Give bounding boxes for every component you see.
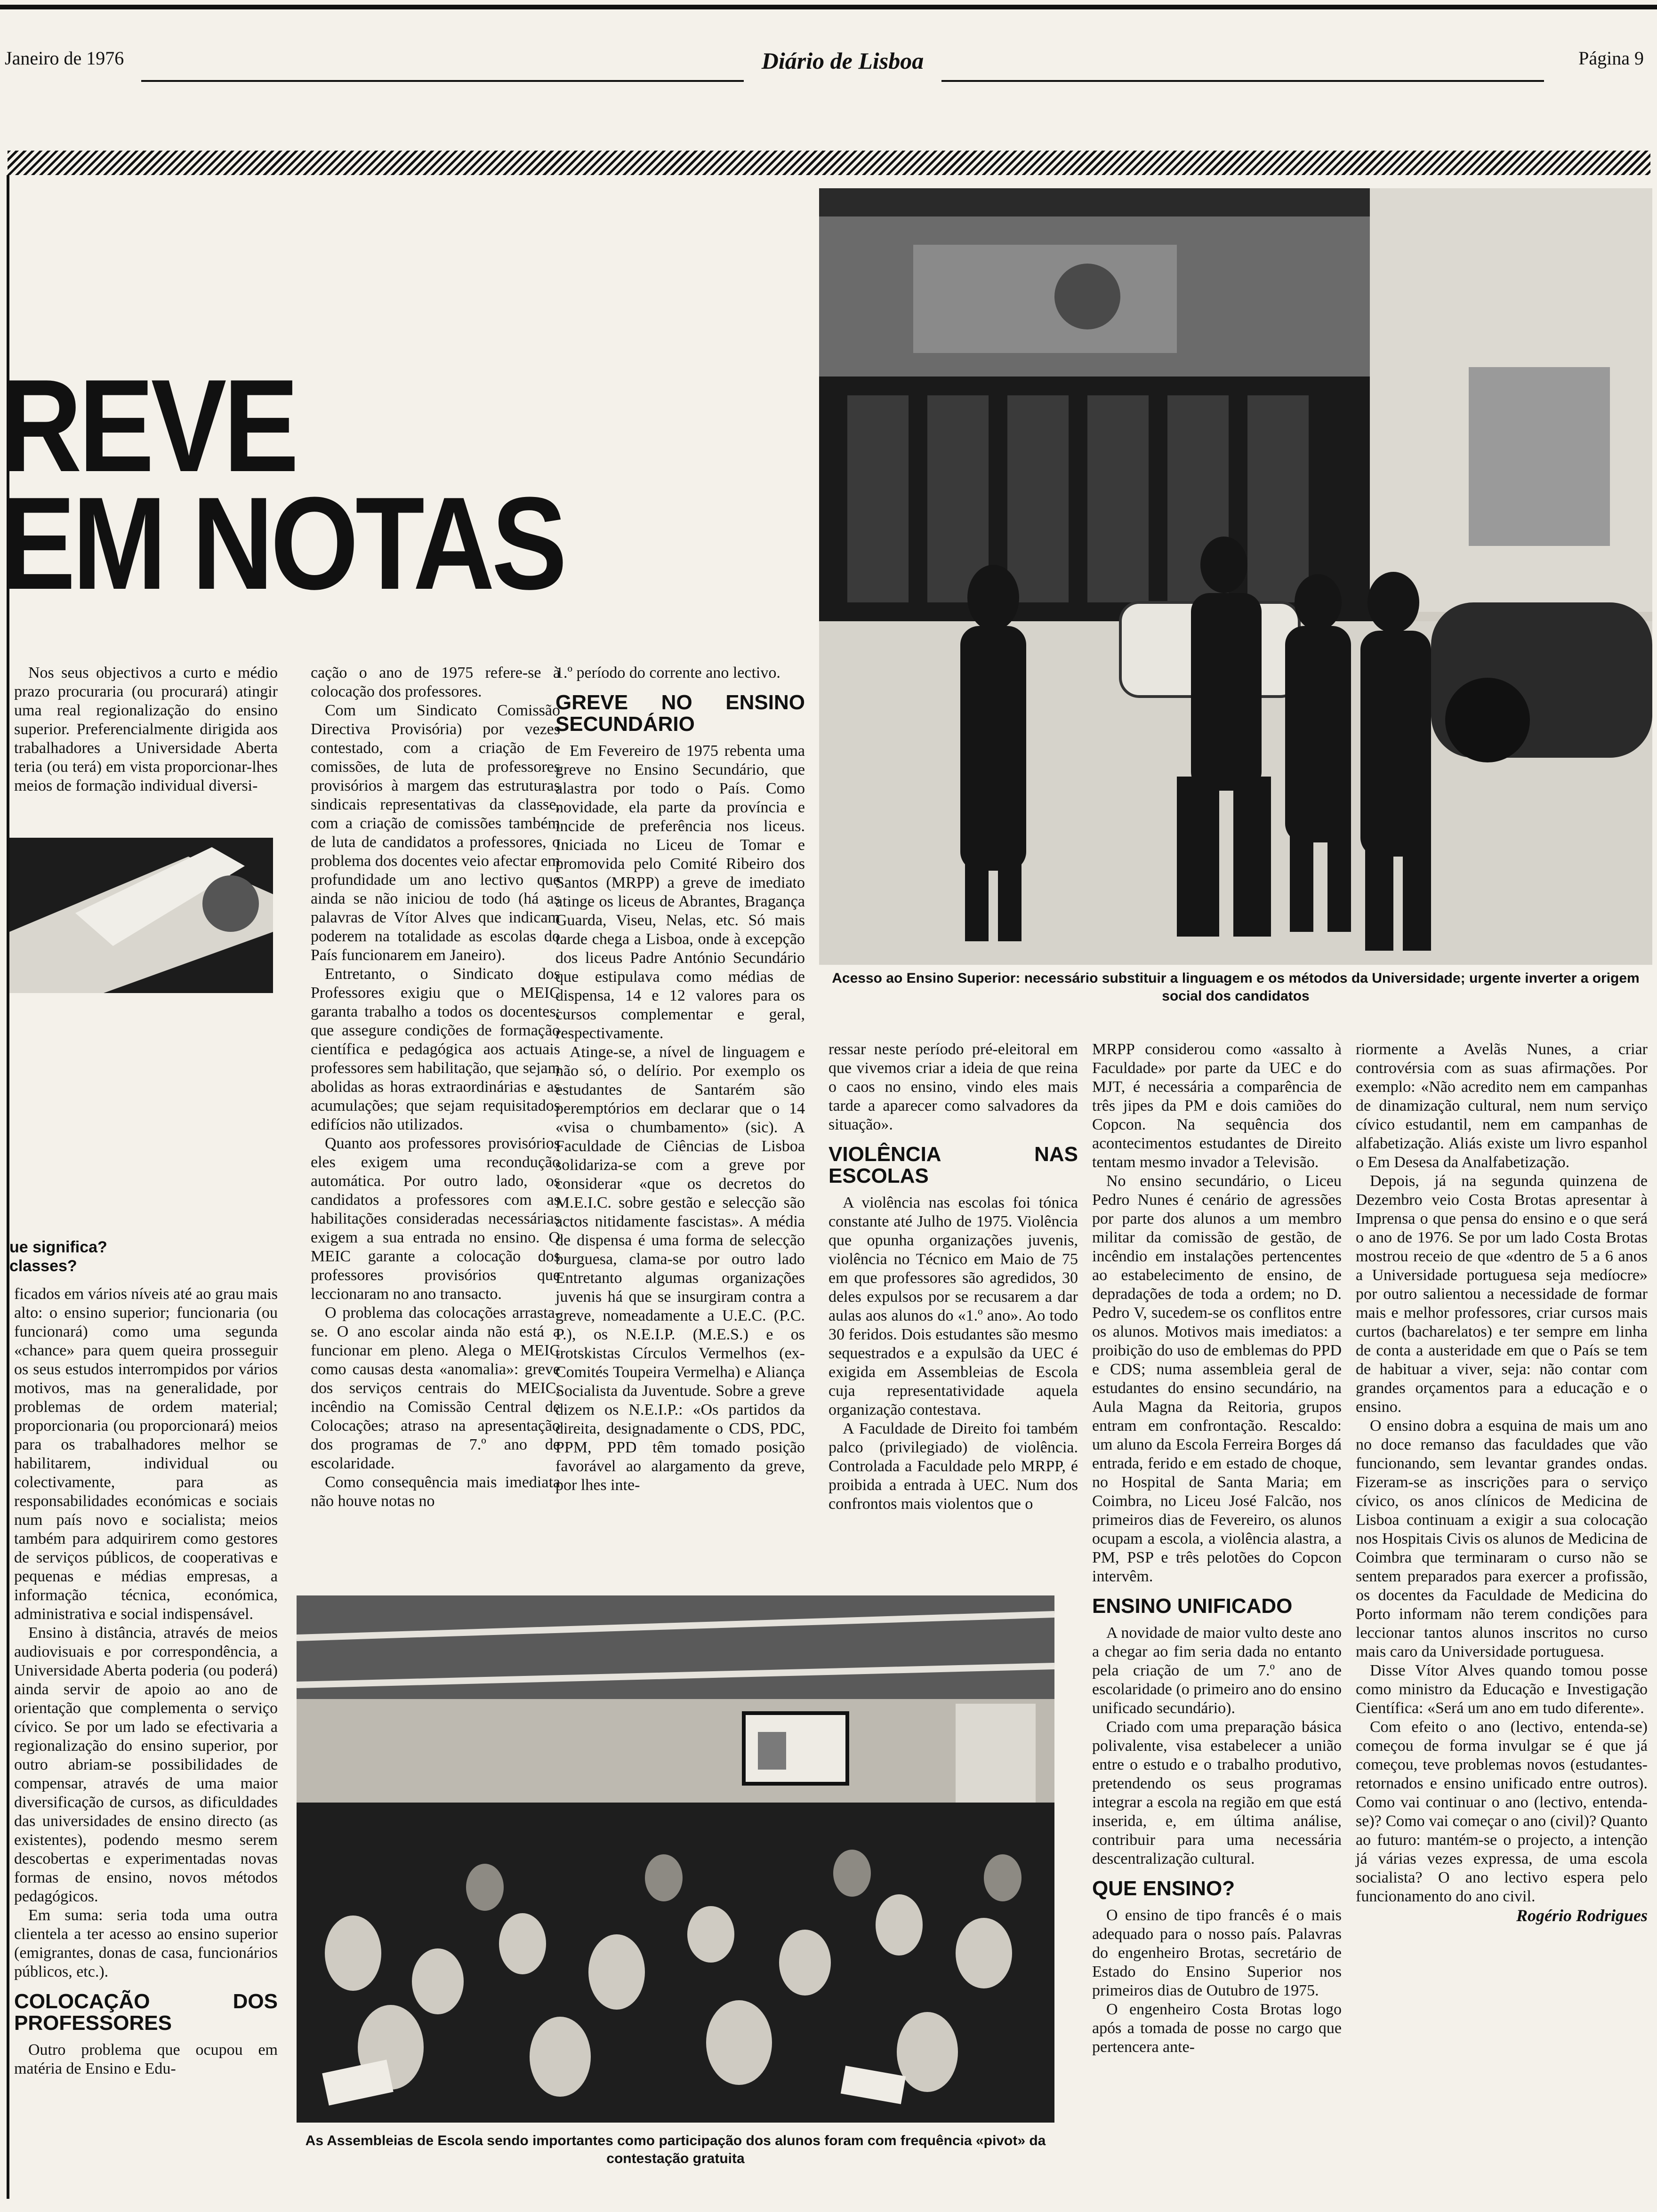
col1b-paragraph-4: Outro problema que ocupou em matéria de Ensino e Edu- xyxy=(14,2041,278,2077)
col6-paragraph-3: O ensino dobra a esquina de mais um ano no doce remanso das faculdades que vão funcionando, sem levantar grandes ondas. Fizeram-se as inscrições para o serviço cívico, os anos clínicos de Medicina de Lisboa continuam a exigir a sua colocação nos Hospitais Civis os alunos de Medicina de Coimbra que terminaram o curso não se sentem preparados para exercer a profissão, os docentes da Faculdade de Medicina do Porto informam não terem condições para leccionar tantos alunos inscritos no curso mais caro da Universidade portuguesa. xyxy=(1356,1417,1648,1660)
col2-paragraph-3: Entretanto, o Sindicato dos Professores exigiu que o MEIC garanta trabalho a todos os docentes; que assegure condições de formação científica e pedagógica aos actuais professores sem habilitação, que sejam abolidas as horas extraordinárias e as acumulações; que sejam requisitados edifícios não utilizados. xyxy=(311,965,560,1133)
subhead-greve-secundario: GREVE NO ENSINO SECUNDÁRIO xyxy=(555,691,805,736)
col6-paragraph-4: Disse Vítor Alves quando tomou posse como ministro da Educação e Investigação Científica: «Será um ano em tudo diferente». xyxy=(1356,1662,1648,1717)
col3-paragraph-1: 1.º período do corrente ano lectivo. xyxy=(555,664,780,681)
left-fragment-line-2: classes? xyxy=(9,1257,77,1275)
col5-paragraph-2: No ensino secundário, o Liceu Pedro Nunes é cenário de agressões por parte dos alunos a um membro militar da comissão de gestão, de incêndio em instalações pertencentes ao estabelecimento de ensino, de depradações de toda a ordem; no D. Pedro V, sucedem-se os conflitos entre os alunos. Motivos mais imediatos: a proibição do uso de emblemas do PPD e CDS; numa assembleia geral de estudantes do ensino secundário, na Aula Magna da Reitoria, grupos entram em confrontação. Rescaldo: um aluno da Escola Ferreira Borges dá entrada, ferido e em estado de choque, no Hospital de Santa Maria; em Coimbra, no Liceu José Falcão, nos primeiros dias de Fevereiro, os alunos ocupam a escola, a violência alastra, a PM, PSP e três pelotões do Copcon intervêm. xyxy=(1092,1172,1342,1585)
col5-paragraph-6: O engenheiro Costa Brotas logo após a tomada de posse no cargo que pertencera ante- xyxy=(1092,2001,1342,2056)
subhead-colocacao: COLOCAÇÃO DOS PROFESSORES xyxy=(14,1990,278,2035)
col3-paragraph-2: Em Fevereiro de 1975 rebenta uma greve no Ensino Secundário, que alastra por todo o País. Como novidade, ela parte da província e incide de preferência nos liceus. Iniciada no Liceu de Tomar e promovida pelo Comité Ribeiro dos Santos (MRPP) a greve de imediato atinge os liceus de Abrantes, Bragança Guarda, Viseu, Nelas, etc. Só mais tarde chega a Lisboa, onde à excepção dos liceus Padre António Secundário que estipulava como médias de dispensa, 14 e 12 valores para os cursos complementar e geral, respectivamente. xyxy=(555,742,805,1042)
column-1-top xyxy=(14,664,278,795)
column-6 xyxy=(1356,1040,1648,1925)
issue-date: Janeiro de 1976 xyxy=(5,48,124,69)
top-border xyxy=(0,5,1657,9)
photo-left-partial-image xyxy=(9,838,273,993)
headline-line-1: REVE xyxy=(0,353,296,499)
page-number: Página 9 xyxy=(1578,48,1644,69)
col4-paragraph-2: A violência nas escolas foi tónica constante até Julho de 1975. Violência que opunha organizações juvenis, violência no Técnico em Maio de 75 em que professores são agredidos, 30 deles expulsos por se recusarem a dar aulas aos alunos do «1.º ano». Ao todo 30 feridos. Dois estudantes são mesmo sequestrados e a expulsão da UEC é exigida em Assembleias de Escola cuja representatividade aquela organização contestava. xyxy=(828,1194,1078,1419)
col2-paragraph-1: cação o ano de 1975 refere-se à colocação dos professores. xyxy=(311,664,560,700)
col1b-paragraph-3: Em suma: seria toda uma outra clientela a ter acesso ao ensino superior (emigrantes, donas de casa, funcionários públicos, etc.). xyxy=(14,1907,278,1980)
photo-school-assembly xyxy=(297,1595,1054,2123)
photo-university-entrance-image xyxy=(819,188,1652,965)
col5-paragraph-3: A novidade de maior vulto deste ano a chegar ao fim seria dada no entanto pela criação de um 7.º ano de escolaridade (o primeiro ano do ensino unificado secundário). xyxy=(1092,1624,1342,1717)
subhead-violencia: VIOLÊNCIA NAS ESCOLAS xyxy=(828,1143,1078,1187)
col5-paragraph-4: Criado com uma preparação básica polivalente, visa estabelecer a união entre o estudo e o trabalho produtivo, pretendendo os seus programas integrar a escola na região em que está inserida, e, em última análise, contribuir para uma necessária descentralização cultural. xyxy=(1092,1718,1342,1867)
photo-school-assembly-image xyxy=(297,1595,1054,2123)
column-3 xyxy=(555,664,805,1495)
col2-paragraph-2: Com um Sindicato Comissão Directiva Provisória) por vezes contestado, com a criação de comissões, de luta de professores provisórios à margem das estruturas sindicais representativas da classe, com a criação de comissões também de luta de candidatos a professores, o problema dos docentes veio afectar em profundidade um ano lectivo que ainda se não iniciou de todo (há as palavras de Vítor Alves que indicam poderem na totalidade as escolas do País funcionarem em Janeiro). xyxy=(311,702,560,964)
col5-paragraph-5: O ensino de tipo francês é o mais adequado para o nosso país. Palavras do engenheiro Brotas, secretário de Estado do Ensino Superior nos primeiros dias de Outubro de 1975. xyxy=(1092,1907,1342,1999)
col5-paragraph-1: MRPP considerou como «assalto à Faculdade» por parte da UEC e do MJT, é necessária a comparência de três jipes da PM e dois camiões do Copcon. Na sequência dos acontecimentos estudantes de Direito tentam mesmo invador a Televisão. xyxy=(1092,1041,1342,1171)
col6-paragraph-2: Depois, já na segunda quinzena de Dezembro veio Costa Brotas apresentar à Imprensa o que pensa do ensino e o que será o ano de 1976. Se por um lado Costa Brotas mostrou receio de que «dentro de 5 a 6 anos a Universidade portuguesa seja medíocre» por outro salientou a necessidade de formar mais e melhor professores, criar cursos mais curtos (bacharelatos) e ter sempre em linha de conta a austeridade em que o País se tem de habituar a viver, seja: não contar com grandes orçamentos para a educação e o ensino. xyxy=(1356,1172,1648,1416)
subhead-ensino-unificado: ENSINO UNIFICADO xyxy=(1092,1595,1293,1618)
column-2 xyxy=(311,664,560,1511)
column-1-bottom xyxy=(14,1285,278,2078)
hatched-band xyxy=(8,151,1650,175)
header-rule-left xyxy=(141,80,744,82)
column-4 xyxy=(828,1040,1078,1514)
masthead: Diário de Lisboa xyxy=(761,48,924,74)
col4-paragraph-3: A Faculdade de Direito foi também palco (privilegiado) de violência. Controlada a Faculdade pelo MRPP, é proibida a entrada à UEC. Num dos confrontos mais violentos que o xyxy=(828,1420,1078,1513)
header-rule-right xyxy=(941,80,1544,82)
col1b-paragraph-1: ficados em vários níveis até ao grau mais alto: o ensino superior; funcionaria (ou funcionará) como uma segunda «chance» para quem queira prosseguir os seus estudos interrompidos por vários motivos, mas na generalidade, por problemas de ordem material; proporcionaria (ou proporcionará) meios para os trabalhadores melhor se habilitarem, individual ou colectivamente, para as responsabilidades económicas e sociais num país novo e socialista; meios também para adquirirem como gestores de serviços públicos, de cooperativas e pequenas e médias empresas, a informação técnica, económica, administrativa e social indispensável. xyxy=(14,1285,278,1623)
col4-paragraph-1: ressar neste período pré-eleitoral em que vivemos criar a ideia de que reina o caos no ensino, vindo eles mais tarde a aparecer como salvadores da situação». xyxy=(828,1041,1078,1133)
photo-left-partial xyxy=(9,838,273,993)
col2-paragraph-6: Como consequência mais imediata não houve notas no xyxy=(311,1474,560,1510)
headline-line-2: EM NOTAS xyxy=(0,470,564,617)
photo-caption-bottom: As Assembleias de Escola sendo importantes como participação dos alunos foram com frequência «pivot» da contestação gratuita xyxy=(305,2133,1046,2166)
subhead-que-ensino: QUE ENSINO? xyxy=(1092,1877,1235,1900)
byline: Rogério Rodrigues xyxy=(1516,1906,1648,1925)
col6-paragraph-1: riormente a Avelãs Nunes, a criar controvérsia com as suas afirmações. Por exemplo: «Não acredito nem em campanhas de dinamização cultural, nem num serviço cívico estudantil, nem em campanhas de alfabetização. Aliás existe um livro espanhol o Em Desesa da Analfabetização. xyxy=(1356,1041,1648,1171)
headline xyxy=(0,353,564,617)
col3-paragraph-3: Atinge-se, a nível de linguagem e não só, o delírio. Por exemplo os estudantes de Santarém são peremptórios em declarar que o 14 «visa o chumbamento» (sic). A Faculdade de Ciências de Lisboa solidariza-se com a greve por considerar «que os decretos do M.E.I.C. sobre gestão e selecção são actos nitidamente fascistas». A média de dispensa é uma forma de selecção burguesa, clama-se por outro lado Entretanto algumas organizações juvenis há que se insurgiram contra a greve, nomeadamente a U.E.C. (P.C. P.), os N.E.I.P. (M.E.S.) e os trotskistas Círculos Vermelhos (ex-Comités Toupeira Vermelha) e Aliança Socialista da Juventude. Sobre a greve dizem os N.E.I.P.: «Os partidos da direita, designadamente o CDS, PDC, PPM, PPD têm tomado posição favorável ao alargamento da greve, por lhes inte- xyxy=(555,1043,805,1494)
column-5 xyxy=(1092,1040,1342,2057)
photo-caption-top: Acesso ao Ensino Superior: necessário substituir a linguagem e os métodos da Universidade; urgente inverter a origem social dos candidatos xyxy=(832,970,1640,1004)
col1b-paragraph-2: Ensino à distância, através de meios audiovisuais e por correspondência, a Universidade Aberta poderia (ou poderá) ainda servir de apoio ao ano de orientação que complementa o serviço cívico. Se por um lado se efectivaria a regionalização do ensino superior, por outro abriam-se possibilidades de compensar, através de uma maior diversificação de cursos, as dificuldades das universidades de ensino directo (as existentes), podendo mesmo serem descobertas e experimentadas novas formas de ensino, novos métodos pedagógicos. xyxy=(14,1624,278,1905)
col2-paragraph-4: Quanto aos professores provisórios eles exigem uma recondução automática. Por outro lado, os candidatos a professores com as habilitações consideradas necessárias exigem a sua entrada no ensino. O MEIC garante a colocação dos professores provisórios que leccionaram no ano transacto. xyxy=(311,1135,560,1303)
page-header xyxy=(0,47,1657,89)
col1a-paragraph-1: Nos seus objectivos a curto e médio prazo procuraria (ou procurará) atingir uma real regionalização do ensino superior. Preferencialmente dirigida aos trabalhadores a Universidade Aberta teria (ou terá) em vista proporcionar-lhes meios de formação individual diversi- xyxy=(14,664,278,794)
left-fragment-line-1: ue significa? xyxy=(9,1238,107,1256)
col2-paragraph-5: O problema das colocações arrasta-se. O ano escolar ainda não está a funcionar em pleno. Alega o MEIC como causas desta «anomalia»: greve dos serviços centrais do MEIC, incêndio na Comissão Central de Colocações; atraso na apresentação dos programas de 7.º ano de escolaridade. xyxy=(311,1304,560,1472)
photo-university-entrance xyxy=(819,188,1652,965)
left-fragment xyxy=(9,1238,151,1275)
col6-paragraph-5: Com efeito o ano (lectivo, entenda-se) começou de forma invulgar se é que já começou, teve problemas novos (estudantes-retornados e ensino unificado entre outros). Como vai continuar o ano (lectivo, entenda-se)? Como vai começar o ano (civil)? Quanto ao futuro: mantém-se o projecto, a intenção já várias vezes expressa, de uma escola socialista? O ano lectivo espera pelo funcionamento do ano civil. xyxy=(1356,1718,1648,1905)
